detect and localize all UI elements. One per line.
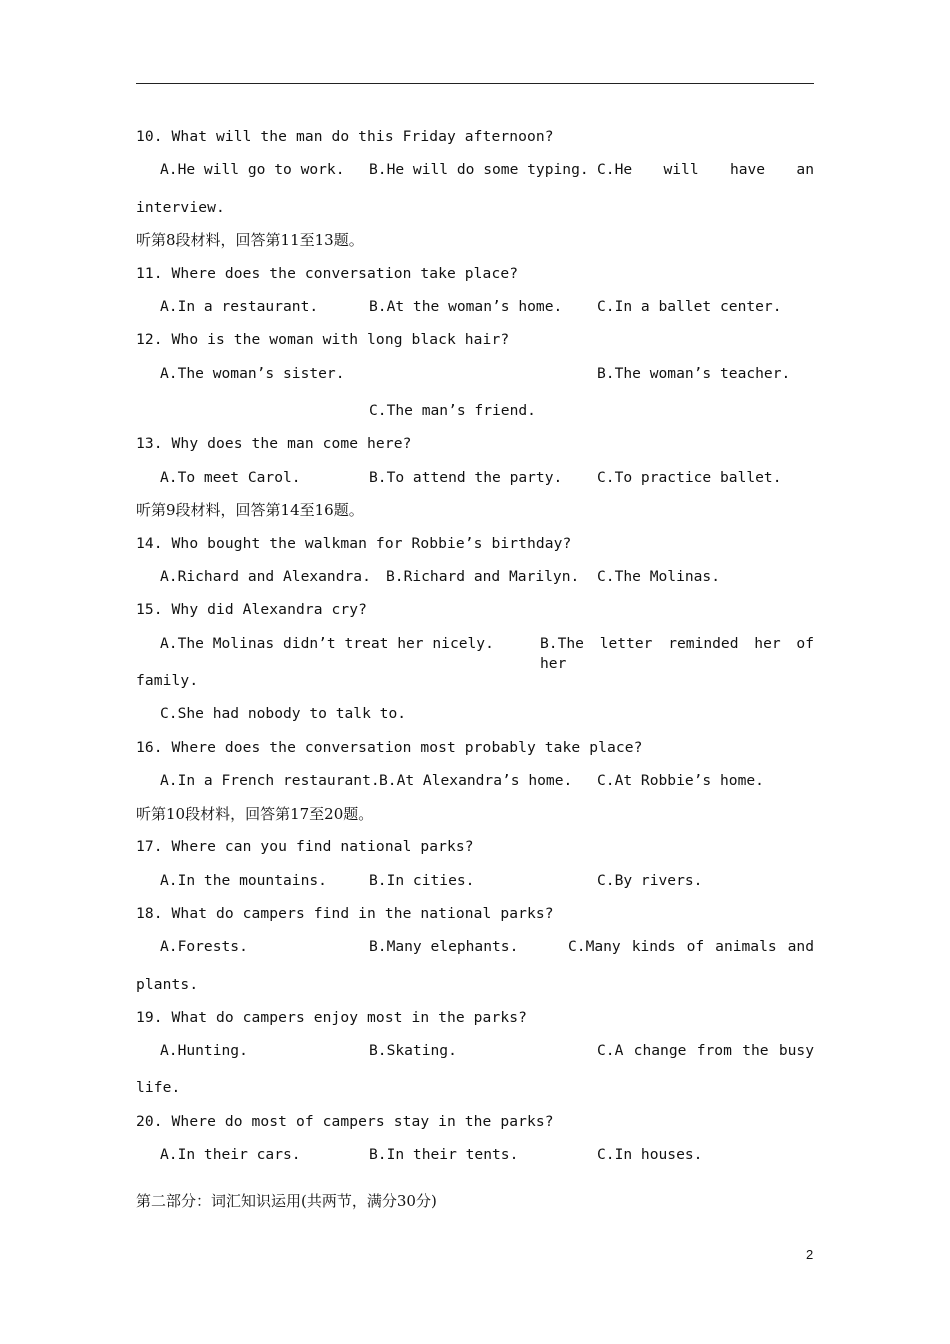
q11-option-c: C.In a ballet center. xyxy=(597,298,782,315)
section-heading-8: 听第8段材料，回答第11至13题。 xyxy=(136,231,364,249)
q11-option-b: B.At the woman’s home. xyxy=(369,298,563,315)
q13-option-b: B.To attend the party. xyxy=(369,469,563,486)
question-19: 19. What do campers enjoy most in the parks? xyxy=(136,1009,527,1026)
section-heading-9: 听第9段材料，回答第14至16题。 xyxy=(136,501,364,519)
q15-option-b-cont: family. xyxy=(136,672,199,689)
q20-option-b: B.In their tents. xyxy=(369,1146,519,1163)
question-11: 11. Where does the conversation take place? xyxy=(136,265,519,282)
q16-option-c: C.At Robbie’s home. xyxy=(597,772,764,789)
q17-option-b: B.In cities. xyxy=(369,872,475,889)
q12-option-b: B.The woman’s teacher. xyxy=(597,365,791,382)
q13-option-c: C.To practice ballet. xyxy=(597,469,782,486)
question-12: 12. Who is the woman with long black hair? xyxy=(136,331,510,348)
header-rule xyxy=(136,83,814,84)
question-13: 13. Why does the man come here? xyxy=(136,435,412,452)
q10-option-a: A.He will go to work. xyxy=(160,161,345,178)
q10-option-c: C.He will have an xyxy=(597,161,814,178)
question-10: 10. What will the man do this Friday afternoon? xyxy=(136,128,554,145)
q14-option-b: B.Richard and Marilyn. xyxy=(386,568,580,585)
q17-option-a: A.In the mountains. xyxy=(160,872,327,889)
q10-option-b: B.He will do some typing. xyxy=(369,161,589,178)
q12-option-a: A.The woman’s sister. xyxy=(160,365,345,382)
q14-option-c: C.The Molinas. xyxy=(597,568,721,585)
question-18: 18. What do campers find in the national parks? xyxy=(136,905,554,922)
page-number: 2 xyxy=(806,1247,814,1262)
q15-option-b: B.The letter reminded her of her xyxy=(540,635,814,672)
part-two-heading: 第二部分：词汇知识运用(共两节，满分30分) xyxy=(136,1192,437,1210)
question-14: 14. Who bought the walkman for Robbie’s birthday? xyxy=(136,535,572,552)
q15-option-a: A.The Molinas didn’t treat her nicely. xyxy=(160,635,494,652)
q20-option-c: C.In houses. xyxy=(597,1146,703,1163)
q19-option-b: B.Skating. xyxy=(369,1042,457,1059)
q18-option-c: C.Many kinds of animals and xyxy=(568,938,814,955)
question-16: 16. Where does the conversation most probably take place? xyxy=(136,739,643,756)
q12-option-c: C.The man’s friend. xyxy=(369,402,536,419)
question-20: 20. Where do most of campers stay in the parks? xyxy=(136,1113,554,1130)
q17-option-c: C.By rivers. xyxy=(597,872,703,889)
question-17: 17. Where can you find national parks? xyxy=(136,838,474,855)
q19-option-a: A.Hunting. xyxy=(160,1042,248,1059)
q13-option-a: A.To meet Carol. xyxy=(160,469,301,486)
section-heading-10: 听第10段材料，回答第17至20题。 xyxy=(136,805,374,823)
q16-option-b: B.At Alexandra’s home. xyxy=(379,772,573,789)
q10-option-c-cont: interview. xyxy=(136,199,225,216)
q19-option-c: C.A change from the busy xyxy=(597,1042,814,1059)
q20-option-a: A.In their cars. xyxy=(160,1146,301,1163)
q18-option-a: A.Forests. xyxy=(160,938,248,955)
q18-option-b: B.Many elephants. xyxy=(369,938,519,955)
q11-option-a: A.In a restaurant. xyxy=(160,298,319,315)
q16-option-a: A.In a French restaurant. xyxy=(160,772,380,789)
q19-option-c-cont: life. xyxy=(136,1079,181,1096)
q18-option-c-cont: plants. xyxy=(136,976,199,993)
q15-option-c: C.She had nobody to talk to. xyxy=(160,705,407,722)
q14-option-a: A.Richard and Alexandra. xyxy=(160,568,371,585)
question-15: 15. Why did Alexandra cry? xyxy=(136,601,368,618)
